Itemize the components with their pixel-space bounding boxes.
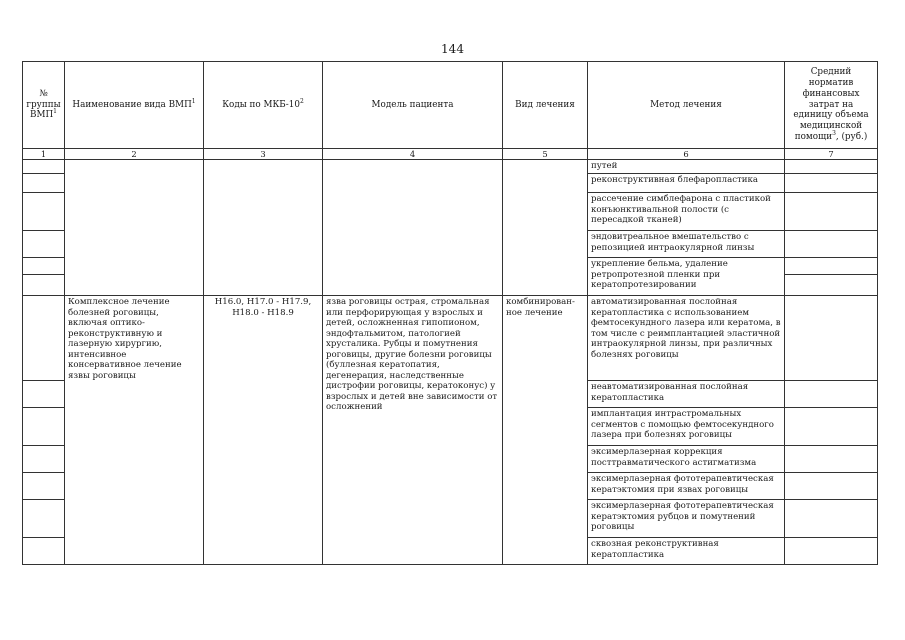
header-treatment-type: Вид лечения	[503, 62, 588, 149]
column-number: 7	[785, 149, 878, 160]
method-cell: эксимерлазерная фототерапевтическая кератэктомия рубцов и помутнений роговицы	[588, 500, 785, 538]
header-icd-codes: Коды по МКБ-$10^2$	[204, 62, 323, 149]
group-patient-model-cell: язва роговицы острая, стромальная или перфорирующая у взрослых и детей, осложненная гипопионом, эндофтальмитом, патологией хрусталика. Рубцы и помутнения роговицы, другие болезни роговицы (буллезная кератопатия, дегенерация, наследственные дистрофии роговицы, кератоконус) у взрослых и детей вне зависимости от осложнений	[323, 296, 503, 565]
header-treatment-method: Метод лечения	[588, 62, 785, 149]
column-number: 5	[503, 149, 588, 160]
header-vmp-name: Наименование вида ВМП$^1$	[65, 62, 204, 149]
column-number: 4	[323, 149, 503, 160]
method-cell: эндовитреальное вмешательство с репозицией интраокулярной линзы	[588, 231, 785, 258]
method-cell: реконструктивная блефаропластика	[588, 174, 785, 193]
header-cost-norm: Средний норматив финансовых затрат на единицу объема медицинской помощи$^3$, (руб.)	[785, 62, 878, 149]
method-cell: путей	[588, 160, 785, 174]
group-name-cell: Комплексное лечение болезней роговицы, включая оптико-реконструктивную и лазерную хирургию, интенсивное консервативное лечение язвы роговицы	[65, 296, 204, 565]
column-number: 6	[588, 149, 785, 160]
page-number: 144	[441, 42, 464, 56]
continuation-model-cell	[323, 160, 503, 296]
continuation-type-cell	[503, 160, 588, 296]
group-codes-cell: H16.0, H17.0 - H17.9, H18.0 - H18.9	[204, 296, 323, 565]
column-number-row	[23, 149, 878, 160]
header-patient-model: Модель пациента	[323, 62, 503, 149]
continuation-codes-cell	[204, 160, 323, 296]
method-cell: имплантация интрастромальных сегментов с помощью фемтосекундного лазера при болезнях роговицы	[588, 408, 785, 446]
continuation-row	[23, 160, 878, 174]
vmp-table	[22, 61, 878, 565]
group-row	[23, 296, 878, 381]
method-cell: эксимерлазерная фототерапевтическая кератэктомия при язвах роговицы	[588, 473, 785, 500]
method-cell: рассечение симблефарона с пластикой конъюнктивальной полости (с пересадкой тканей)	[588, 193, 785, 231]
column-number: 2	[65, 149, 204, 160]
header-row	[23, 62, 878, 149]
method-cell: автоматизированная послойная кератопластика с использованием фемтосекундного лазера или кератома, в том числе с реимплантацией эластичной интраокулярной линзы, при различных болезнях роговицы	[588, 296, 785, 381]
method-cell: укрепление бельма, удаление ретропротезной пленки при кератопротезировании	[588, 258, 785, 296]
continuation-name-cell	[65, 160, 204, 296]
column-number: 1	[23, 149, 65, 160]
group-treatment-type-cell: комбинирован-ное лечение	[503, 296, 588, 565]
method-cell: неавтоматизированная послойная кератопластика	[588, 381, 785, 408]
method-cell: эксимерлазерная коррекция посттравматического астигматизма	[588, 446, 785, 473]
header-group-number: № группы ВМП$^1$	[23, 62, 65, 149]
column-number: 3	[204, 149, 323, 160]
method-cell: сквозная реконструктивная кератопластика	[588, 538, 785, 565]
